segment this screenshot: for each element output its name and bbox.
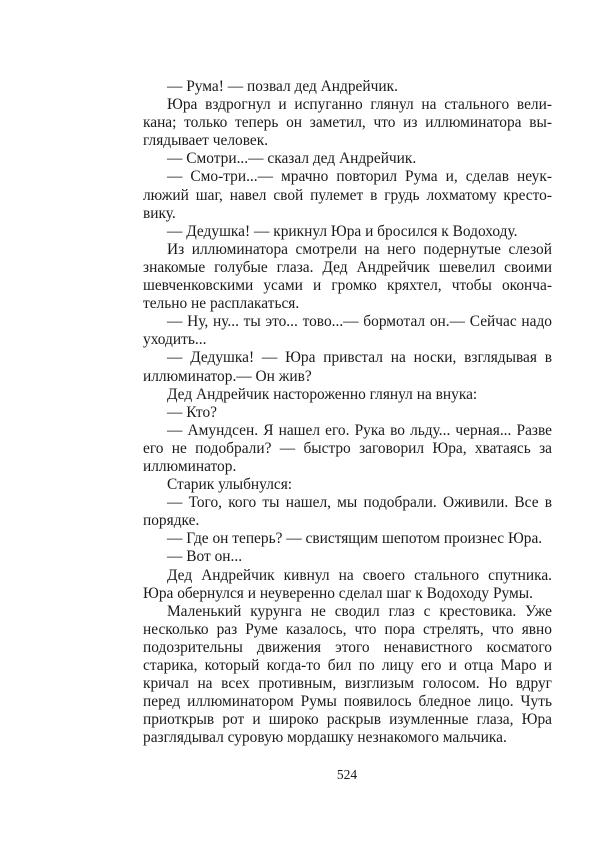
paragraph: — Где он теперь? — свистящим шепотом произнес Юра. [167, 530, 543, 548]
paragraph: Маленький курунга не сводил глаз с крестовика. Уже несколько раз Руме казалось, что пора стрелять, что явно подозрительны движения этого ненавистного косматого старика, который когда-то бил по лицу его и отца Маро и кричал на всех противным, визглизым голосом. Но вдруг перед иллюминатором Румы появилось бледное лицо. Чуть приоткрыв рот и широко раскрыв изумленные глаза, Юра разглядывал суровую мордашку незнакомого мальчика. [143, 602, 552, 747]
paragraph: — Рума! — позвал дед Андрейчик. [167, 78, 398, 95]
paragraph: — Смо-три...— мрачно повторил Рума и, сделав неуклюжий шаг, навел свой пулемет в грудь лохматому крестовику. [143, 168, 552, 222]
paragraph: Дед Андрейчик кивнул на своего стального спутника. Юра обернулся и неуверенно сделал шаг к Водоходу Румы. [143, 566, 552, 602]
paragraph: — Смотри...— сказал дед Андрейчик. [167, 150, 417, 168]
paragraph: — Того, кого ты нашел, мы подобрали. Оживили. Все в порядке. [143, 494, 552, 530]
paragraph: — Дедушка! — крикнул Юра и бросился к Водоходу. [167, 222, 518, 240]
paragraph: — Дедушка! — Юра привстал на носки, взглядывая в иллюминатор.— Он жив? [143, 349, 552, 385]
page-number: 524 [336, 767, 358, 782]
paragraph: Из иллюминатора смотрели на него подернутые слезой знакомые голубые глаза. Дед Андрейчик шевелил своими шевченковскими усами и громко кряхтел, чтобы окончательно не расплакаться. [143, 240, 552, 313]
paragraph: Старик улыбнулся: [167, 476, 293, 494]
paragraph: Дед Андрейчик настороженно глянул на внука: [167, 385, 478, 403]
paragraph: — Вот он... [167, 548, 243, 566]
page-body [143, 78, 552, 747]
paragraph: — Амундсен. Я нашел его. Рука во льду... черная... Разве его не подобрали? — быстро заговорил Юра, хватаясь за иллюминатор. [143, 421, 552, 475]
paragraph: Юра вздрогнул и испуганно глянул на стального великана; только теперь он заметил, что из иллюминатора выглядывает человек. [143, 96, 552, 150]
paragraph: — Кто? [167, 403, 217, 421]
paragraph: — Ну, ну... ты это... тово...— бормотал он.— Сейчас надо уходить... [143, 313, 552, 349]
